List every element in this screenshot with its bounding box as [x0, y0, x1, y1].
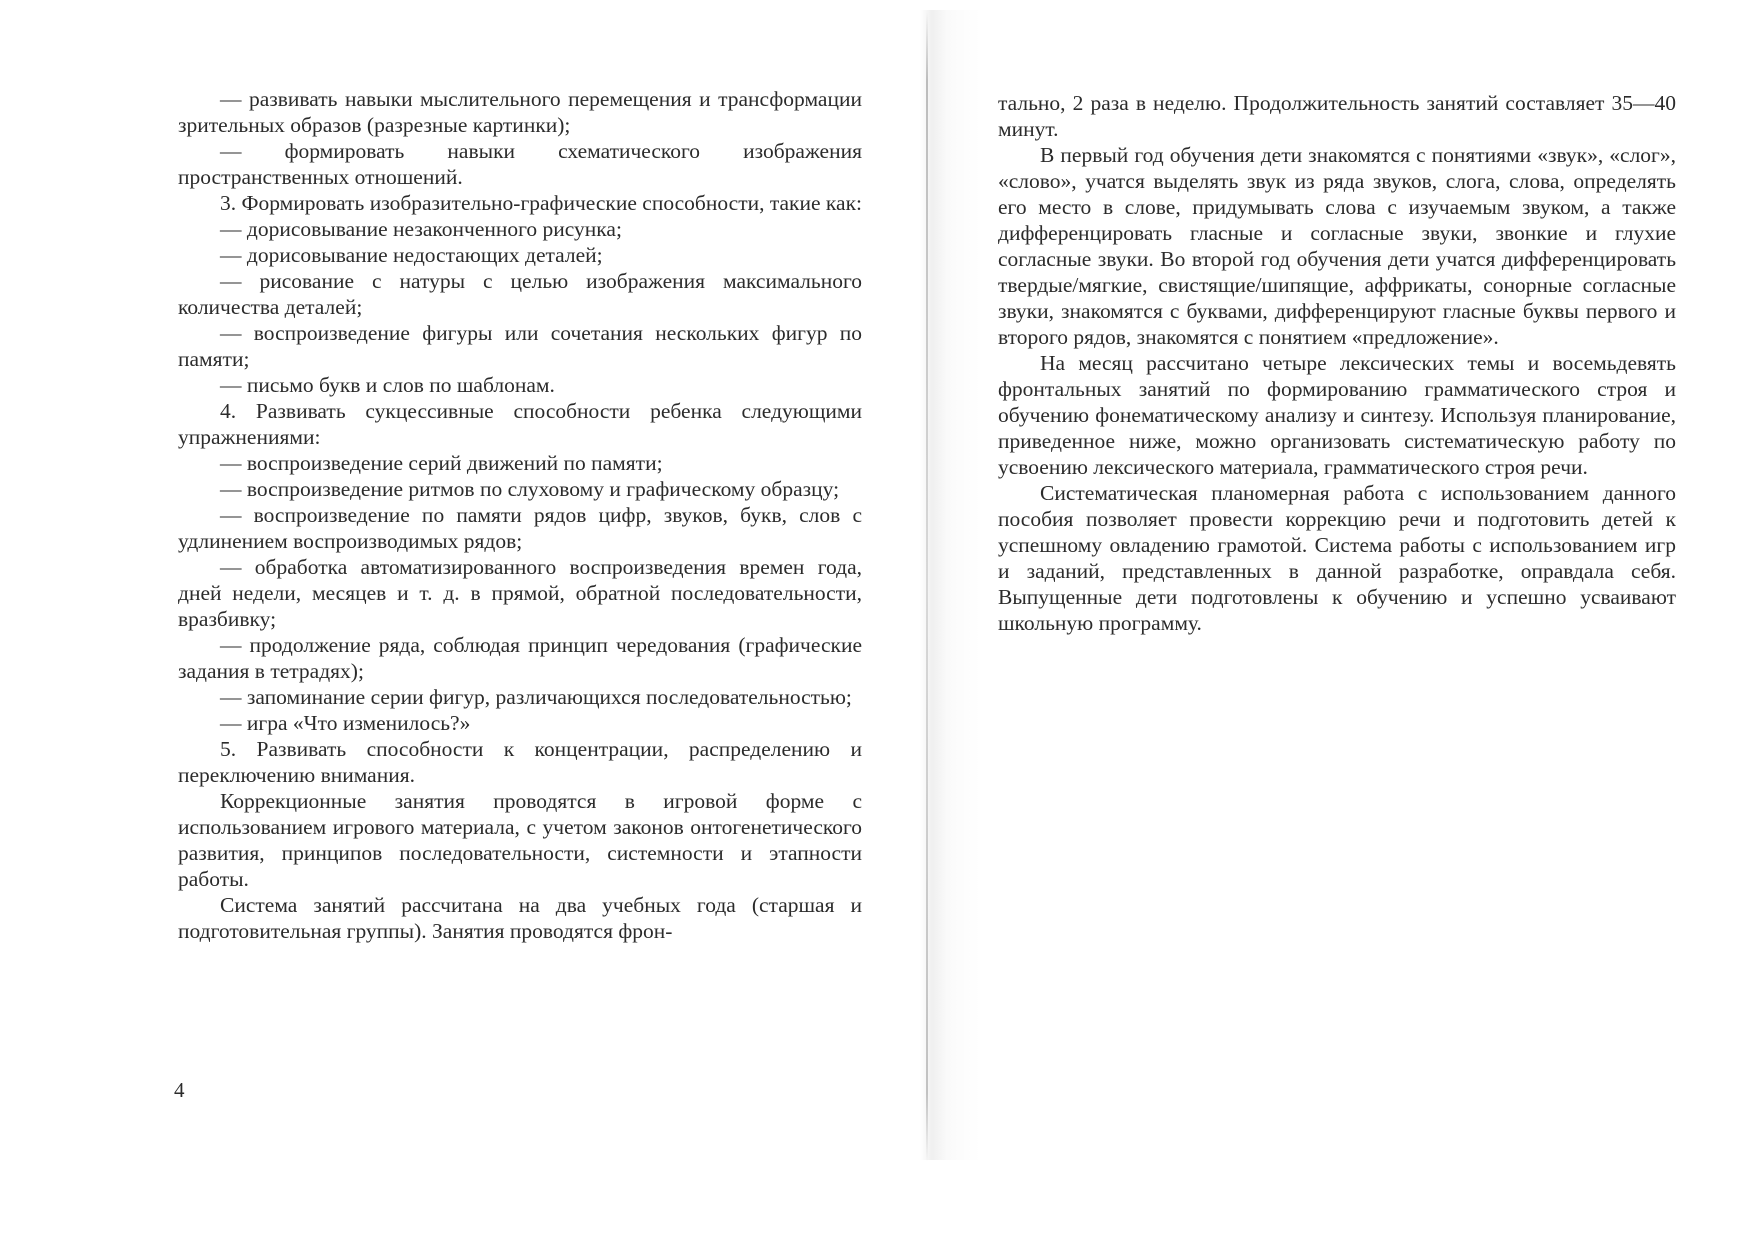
right-paragraph-2: В первый год обучения дети знакомятся с понятиями «звук», «слог», «слово», учатся выделять звук из ряда звуков, слога, слова, определять его место в слове, придумывать слова с изучаемым звуком, а также дифференцировать гласные и согласные звуки, звонкие и глухие согласные звуки. Во второй год обучения дети учатся дифференцировать твердые/мягкие, свистящие/шипящие, аффрикаты, сонорные согласные звуки, знакомятся с буквами, дифференцируют гласные буквы первого и второго рядов, знакомятся с понятием «предложение». — [998, 143, 1676, 349]
left-paragraph-17: 5. Развивать способности к концентрации, распределению и переключению внимания. — [178, 737, 862, 787]
left-paragraph-14: — продолжение ряда, соблюдая принцип чередования (графические задания в тетрадях); — [178, 633, 862, 683]
left-paragraph-6: — рисование с натуры с целью изображения максимального количества деталей; — [178, 269, 862, 319]
right-paragraph-4: Систематическая планомерная работа с использованием данного пособия позволяет провести коррекцию речи и подготовить детей к успешному овладению грамотой. Система работы с использованием игр и заданий, представленных в данной разработке, оправдала себя. Выпущенные дети подготовлены к обучению и успешно усваивают школьную программу. — [998, 481, 1676, 635]
left-page-text — [178, 86, 862, 944]
page-number: 4 — [174, 1078, 185, 1102]
book-gutter — [920, 10, 980, 1160]
left-paragraph-19: Система занятий рассчитана на два учебных года (старшая и подготовительная группы). Занятия проводятся фрон- — [178, 893, 862, 943]
left-paragraph-15: — запоминание серии фигур, различающихся последовательностью; — [220, 685, 852, 709]
right-paragraph-1: тально, 2 раза в неделю. Продолжительность занятий составляет 35—40 минут. — [998, 91, 1676, 141]
left-paragraph-2: — формировать навыки схематического изображения пространственных отношений. — [178, 139, 862, 189]
left-paragraph-12: — воспроизведение по памяти рядов цифр, звуков, букв, слов с удлинением воспроизводимых рядов; — [178, 503, 862, 553]
left-paragraph-16: — игра «Что изменилось?» — [220, 711, 471, 735]
gutter-fold-line — [926, 12, 928, 1162]
left-paragraph-8: — письмо букв и слов по шаблонам. — [220, 373, 555, 397]
right-page-text — [998, 90, 1676, 636]
left-paragraph-7: — воспроизведение фигуры или сочетания нескольких фигур по памяти; — [178, 321, 862, 371]
left-paragraph-4: — дорисовывание незаконченного рисунка; — [220, 217, 622, 241]
left-paragraph-5: — дорисовывание недостающих деталей; — [220, 243, 603, 267]
left-paragraph-18: Коррекционные занятия проводятся в игровой форме с использованием игрового материала, с учетом законов онтогенетического развития, принципов последовательности, системности и этапности работы. — [178, 789, 862, 891]
left-paragraph-1: — развивать навыки мыслительного перемещения и трансформации зрительных образов (разрезные картинки); — [178, 87, 862, 137]
left-paragraph-3: 3. Формировать изобразительно-графические способности, такие как: — [220, 191, 862, 215]
left-paragraph-9: 4. Развивать сукцессивные способности ребенка следующими упражнениями: — [178, 399, 862, 449]
left-paragraph-10: — воспроизведение серий движений по памяти; — [220, 451, 663, 475]
left-paragraph-13: — обработка автоматизированного воспроизведения времен года, дней недели, месяцев и т. д. в прямой, обратной последовательности, вразбивку; — [178, 555, 862, 631]
left-paragraph-11: — воспроизведение ритмов по слуховому и графическому образцу; — [220, 477, 840, 501]
right-paragraph-3: На месяц рассчитано четыре лексических темы и восемьдевять фронтальных занятий по формированию грамматического строя и обучению фонематическому анализу и синтезу. Используя планирование, приведенное ниже, можно организовать систематическую работу по усвоению лексического материала, грамматического строя речи. — [998, 351, 1676, 479]
